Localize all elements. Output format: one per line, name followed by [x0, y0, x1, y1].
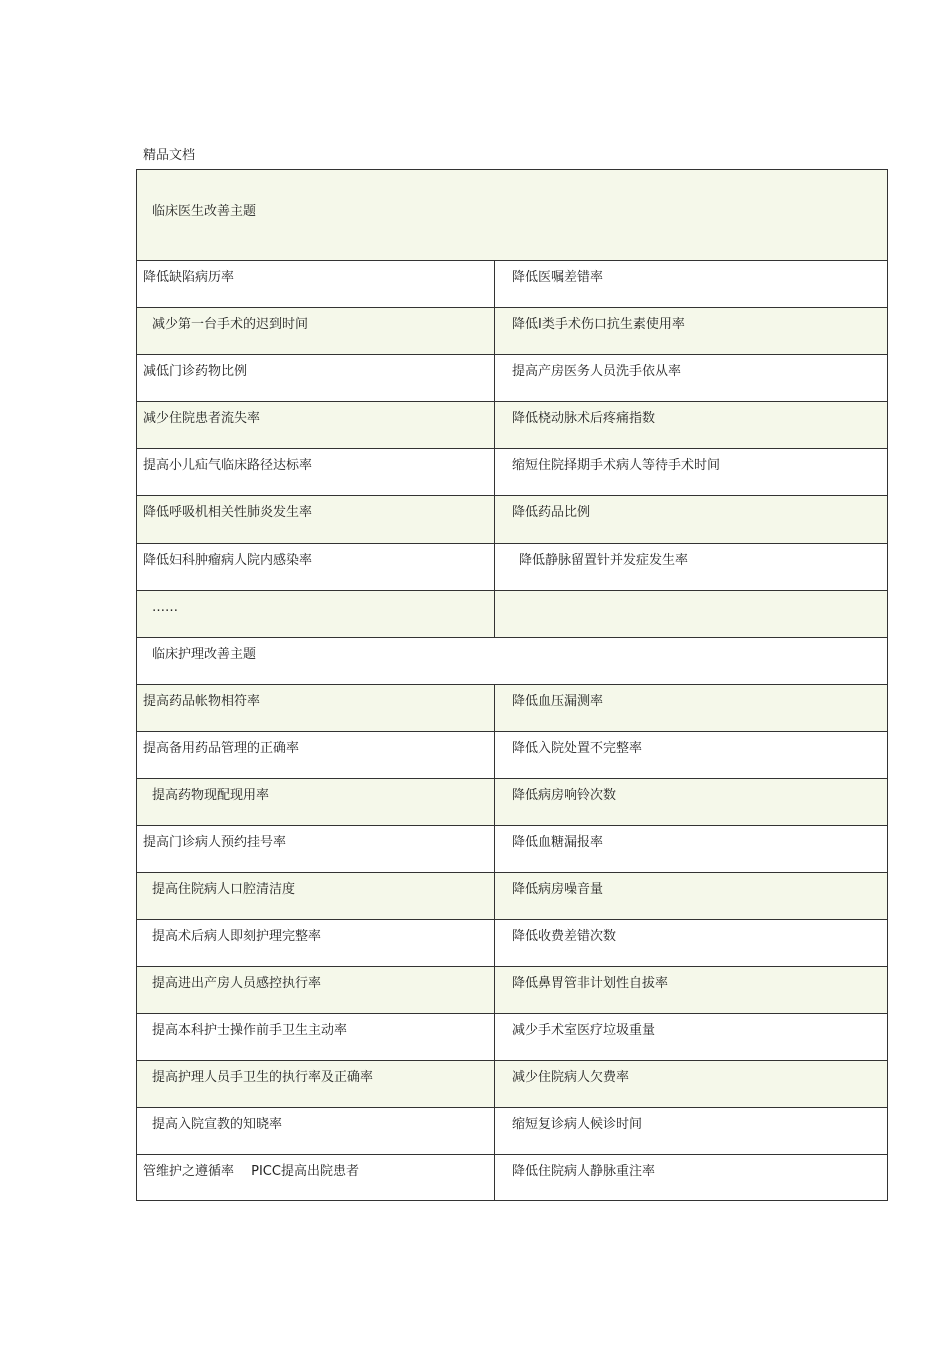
table-row — [136, 495, 888, 543]
table-row — [136, 1154, 888, 1201]
table-cell: 降低Ⅰ类手术伤口抗生素使用率 — [512, 317, 685, 332]
table-cell: 缩短复诊病人候诊时间 — [512, 1117, 643, 1132]
table-cell: 减低门诊药物比例 — [137, 355, 495, 401]
document-label: 精品文档 — [143, 148, 196, 163]
table-cell: 提高进出产房人员感控执行率 — [137, 967, 495, 1013]
section2-title: 临床护理改善主题 — [152, 647, 257, 662]
table-cell: 减少住院病人欠费率 — [512, 1070, 630, 1085]
table-row — [136, 1060, 888, 1107]
table-row — [136, 731, 888, 778]
table-cell: 减少第一台手术的迟到时间 — [137, 308, 495, 354]
table-cell: 降低住院病人静脉重注率 — [512, 1164, 656, 1179]
table-row — [136, 401, 888, 448]
table-cell: 降低静脉留置针并发症发生率 — [519, 553, 689, 568]
table-row — [136, 919, 888, 966]
table-row — [136, 872, 888, 919]
table-cell: 降低病房噪音量 — [512, 882, 604, 897]
table-row — [136, 778, 888, 825]
table-cell: 降低病房响铃次数 — [512, 788, 617, 803]
table-cell: 降低缺陷病历率 — [137, 261, 495, 307]
section1-title: 临床医生改善主题 — [152, 204, 257, 219]
table-cell: 提高护理人员手卫生的执行率及正确率 — [137, 1061, 495, 1107]
section1-header — [136, 169, 888, 260]
table-row — [136, 684, 888, 731]
table-cell: 提高入院宣教的知晓率 — [137, 1108, 495, 1154]
table-row — [136, 448, 888, 495]
table-cell: 降低鼻胃管非计划性自拔率 — [512, 976, 669, 991]
table-cell: 降低医嘱差错率 — [512, 270, 604, 285]
table-cell — [495, 591, 887, 637]
section2-header — [136, 637, 888, 684]
table-cell: 提高术后病人即刻护理完整率 — [137, 920, 495, 966]
improvement-topics-table — [136, 169, 888, 1201]
table-row — [136, 1107, 888, 1154]
table-cell: 提高备用药品管理的正确率 — [137, 732, 495, 778]
table-row — [136, 543, 888, 590]
table-cell: 降低妇科肿瘤病人院内感染率 — [137, 544, 495, 590]
table-row — [136, 260, 888, 307]
table-cell: 减少手术室医疗垃圾重量 — [512, 1023, 656, 1038]
table-cell: 降低血压漏测率 — [512, 694, 604, 709]
table-row — [136, 590, 888, 637]
table-cell: 降低桡动脉术后疼痛指数 — [512, 411, 656, 426]
table-cell: 降低血糖漏报率 — [512, 835, 604, 850]
table-cell: 降低呼吸机相关性肺炎发生率 — [137, 496, 495, 543]
table-cell: 提高药物现配现用率 — [137, 779, 495, 825]
table-cell: 管维护之遵循率 PICC提高出院患者 — [137, 1155, 495, 1200]
table-cell: 降低药品比例 — [512, 505, 591, 520]
table-cell: 提高小儿疝气临床路径达标率 — [137, 449, 495, 495]
table-cell: 减少住院患者流失率 — [137, 402, 495, 448]
table-row — [136, 354, 888, 401]
table-cell: 提高药品帐物相符率 — [137, 685, 495, 731]
table-row — [136, 1013, 888, 1060]
table-cell: 降低收费差错次数 — [512, 929, 617, 944]
table-cell: 提高本科护士操作前手卫生主动率 — [137, 1014, 495, 1060]
table-row — [136, 825, 888, 872]
table-cell: 降低入院处置不完整率 — [512, 741, 643, 756]
table-cell: …… — [137, 591, 495, 637]
table-cell: 缩短住院择期手术病人等待手术时间 — [512, 458, 721, 473]
table-cell: 提高产房医务人员洗手依从率 — [512, 364, 682, 379]
table-cell: 提高门诊病人预约挂号率 — [137, 826, 495, 872]
table-row — [136, 966, 888, 1013]
table-row — [136, 307, 888, 354]
table-cell: 提高住院病人口腔清洁度 — [137, 873, 495, 919]
